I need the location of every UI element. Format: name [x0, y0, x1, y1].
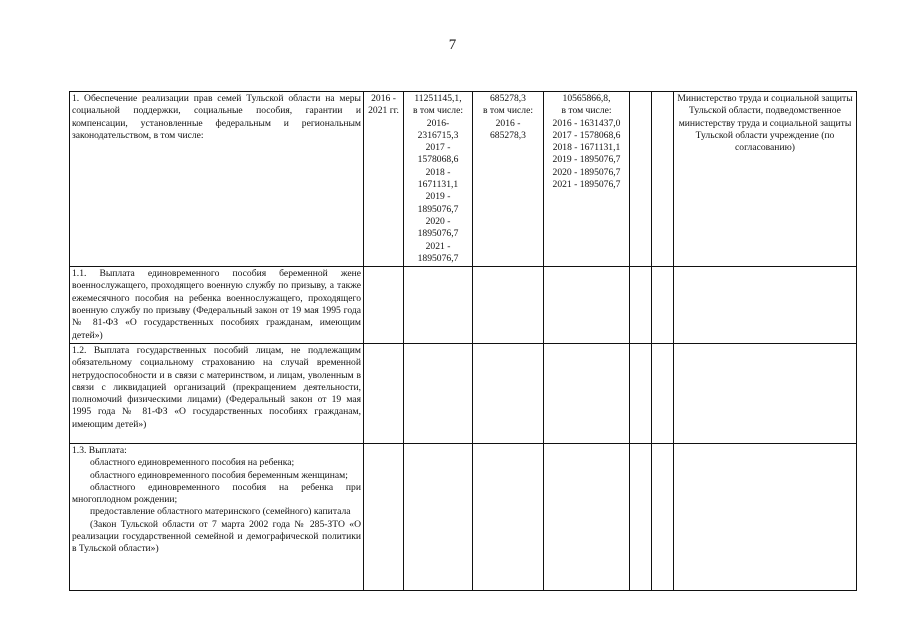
row-1-empty-cell	[630, 92, 652, 267]
empty-cell	[674, 343, 857, 443]
regional-line: 2017 - 1578068,6	[552, 129, 621, 141]
total-line: 2019 -	[425, 191, 451, 203]
empty-cell	[404, 443, 473, 590]
empty-cell	[473, 267, 544, 344]
regional-line: 2021 - 1895076,7	[552, 179, 621, 191]
table-row	[70, 92, 857, 267]
empty-cell	[652, 443, 674, 590]
total-line: в том числе:	[412, 105, 463, 117]
row-1-description: 1. Обеспечение реализации прав семей Тульской области на меры социальной поддержки, социальные пособия, гарантии и компенсации, установленные федеральным и региональным законодательством, в том числе:	[70, 92, 364, 267]
federal-line: 685278,3	[490, 93, 526, 104]
total-line: 1895076,7	[417, 203, 459, 215]
empty-cell	[473, 343, 544, 443]
total-line: 1895076,7	[417, 228, 459, 240]
regional-line: 10565866,8,	[562, 93, 611, 104]
empty-cell	[364, 267, 404, 344]
federal-line: 2016 -	[495, 117, 521, 129]
empty-cell	[473, 443, 544, 590]
empty-cell	[652, 343, 674, 443]
empty-cell	[404, 267, 473, 344]
row-1-3-description	[70, 443, 364, 590]
row-1-responsible: Министерство труда и социальной защиты Тульской области, подведомственное министерству труда и социальной защиты Тульской области учреждение (по согласованию)	[674, 92, 857, 267]
regional-line: 2016 - 1631437,0	[552, 117, 621, 129]
empty-cell	[674, 267, 857, 344]
total-line: 1578068,6	[417, 154, 459, 166]
row-1-3-item: предоставление областного материнского (семейного) капитала	[90, 506, 351, 518]
page-number: 7	[448, 37, 457, 53]
row-1-total-financing	[404, 92, 473, 267]
federal-line: 685278,3	[490, 129, 526, 141]
row-1-3-law-reference: (Закон Тульской области от 7 марта 2002 года № 285-ЗТО «О реализации государственной семейной и демографической политики в Тульской области»)	[72, 518, 361, 555]
table-row	[70, 343, 857, 443]
row-1-3-item: областного единовременного пособия на ребенка при многоплодном рождении;	[72, 481, 361, 506]
total-line: 2316715,3	[417, 129, 459, 141]
total-line: 11251145,1,	[414, 93, 462, 104]
empty-cell	[364, 443, 404, 590]
total-line: 2016-	[426, 117, 450, 129]
total-line: 2017 -	[425, 142, 451, 154]
empty-cell	[630, 343, 652, 443]
row-1-period: 2016 - 2021 гг.	[364, 92, 404, 267]
row-1-3-title: 1.3. Выплата:	[72, 444, 127, 456]
row-1-2-description: 1.2. Выплата государственных пособий лицам, не подлежащим обязательному социальному страхованию на случай временной нетрудоспособности и в связи с материнством, и лицам, уволенным в связи с ликвидацией организаций (прекращением деятельности, полномочий физическими лицами) (Федеральный закон от 19 мая 1995 года № 81-ФЗ «О государственных пособиях гражданам, имеющим детей»)	[70, 343, 364, 443]
total-line: 2021 -	[425, 240, 451, 252]
empty-cell	[652, 267, 674, 344]
total-line: 1671131,1	[417, 179, 459, 191]
regional-line: 2018 - 1671131,1	[552, 142, 621, 154]
total-line: 2020 -	[425, 215, 451, 227]
empty-cell	[544, 443, 630, 590]
table-row	[70, 267, 857, 344]
row-1-regional-financing	[544, 92, 630, 267]
empty-cell	[404, 343, 473, 443]
federal-line: в том числе:	[482, 105, 533, 117]
row-1-empty-cell	[652, 92, 674, 267]
program-activities-table	[69, 91, 857, 591]
empty-cell	[674, 443, 857, 590]
empty-cell	[364, 343, 404, 443]
regional-line: 2020 - 1895076,7	[552, 166, 621, 178]
row-1-federal-financing	[473, 92, 544, 267]
empty-cell	[544, 267, 630, 344]
total-line: 1895076,7	[417, 252, 459, 264]
empty-cell	[630, 443, 652, 590]
empty-cell	[544, 343, 630, 443]
empty-cell	[630, 267, 652, 344]
table-row	[70, 443, 857, 590]
row-1-1-description: 1.1. Выплата единовременного пособия беременной жене военнослужащего, проходящего военную службу по призыву, а также ежемесячного пособия на ребенка военнослужащего, проходящего военную службу по призыву (Федеральный закон от 19 мая 1995 года № 81-ФЗ «О государственных пособиях гражданам, имеющим детей»)	[70, 267, 364, 344]
regional-line: 2019 - 1895076,7	[552, 154, 621, 166]
total-line: 2018 -	[425, 166, 451, 178]
regional-line: в том числе:	[561, 105, 612, 117]
row-1-3-item: областного единовременного пособия на ребенка;	[90, 457, 295, 469]
row-1-3-item: областного единовременного пособия беременным женщинам;	[90, 469, 348, 481]
